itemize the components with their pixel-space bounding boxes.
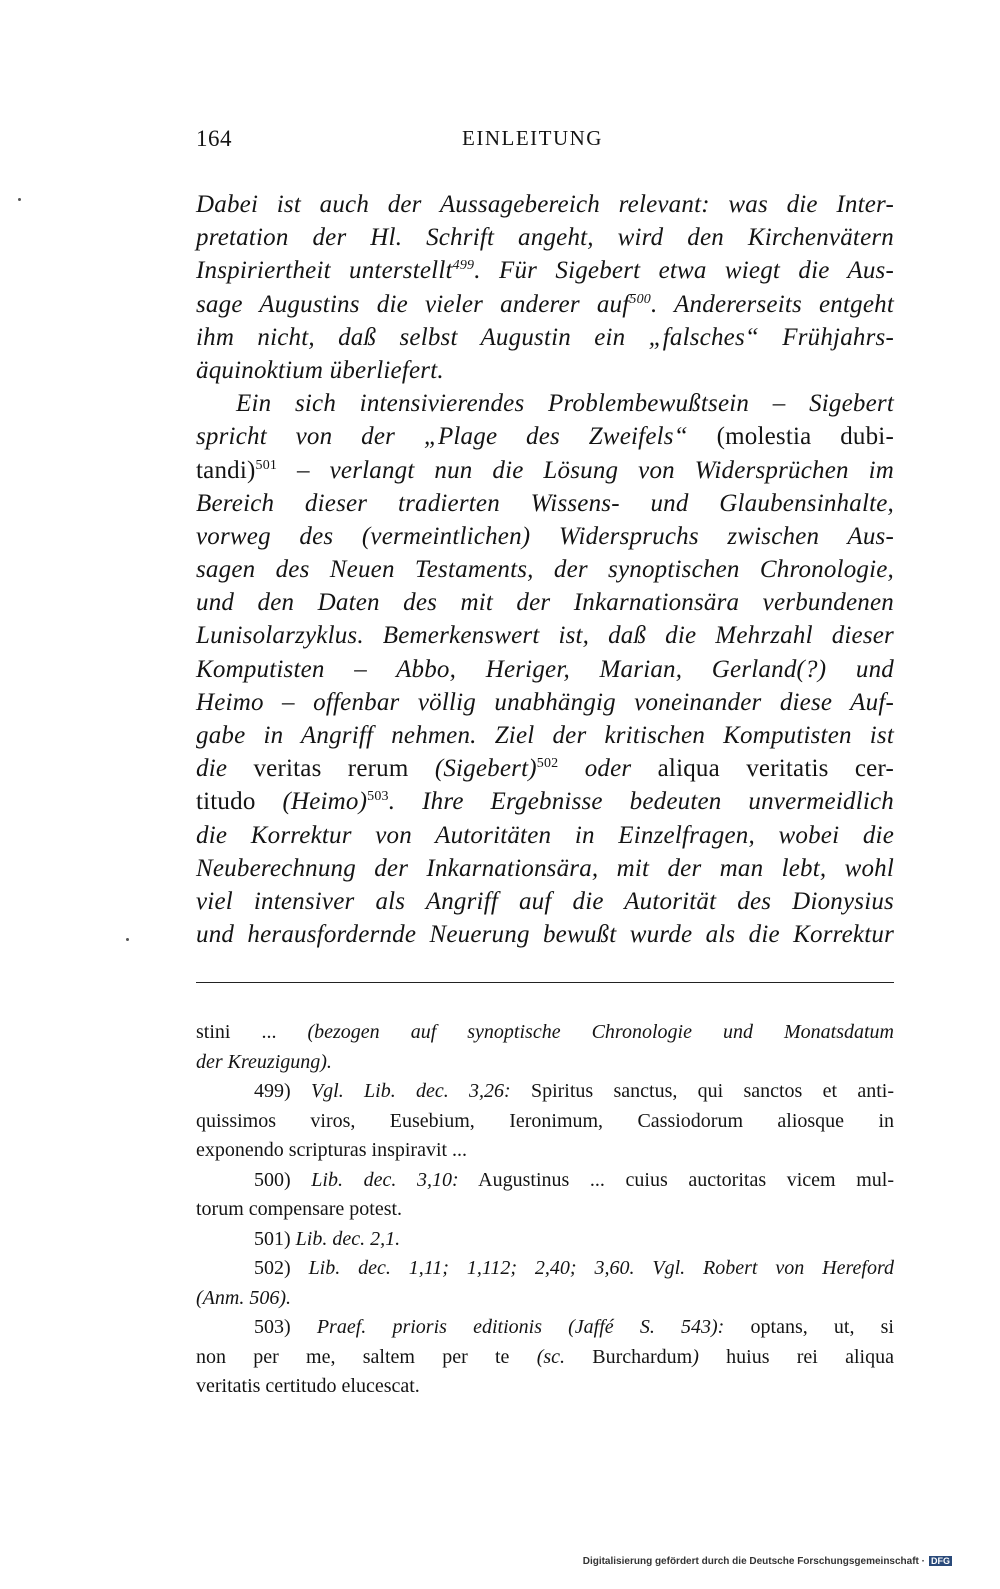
text-line: äquinoktium überliefert. [196, 356, 444, 384]
footnote-ref-502[interactable]: 502 [536, 756, 559, 772]
credit-text: Digitalisierung gefördert durch die Deutsche Forschungsgemeinschaft · [582, 1556, 925, 1567]
footnote-line: exponendo scripturas inspiravit ... [196, 1139, 468, 1161]
footnote-line: (Anm. 506). [196, 1286, 291, 1309]
scan-speck [126, 938, 129, 941]
footnote-line: veritatis certitudo elucescat. [196, 1375, 420, 1397]
footnote-line: quissimos viros, Eusebium, Ieronimum, Cassiodorum aliosque in [196, 1109, 894, 1132]
footnote-501: 501) Lib. dec. 2,1. [254, 1227, 401, 1250]
footnote-line: der Kreuzigung). [196, 1050, 332, 1073]
text-line: Dabei ist auch der Aussagebereich relevant: was die Inter- [196, 191, 894, 218]
footnote-ref-503[interactable]: 503 [367, 789, 389, 805]
text-line: tandi)$^{501}$ – verlangt nun die Lösung von Widersprüchen im [196, 456, 894, 484]
text-line: die Korrektur von Autoritäten in Einzelfragen, wobei die [196, 821, 894, 849]
text-line: Neuberechnung der Inkarnationsära, mit der man lebt, wohl [196, 854, 894, 882]
footnote-ref-500[interactable]: 500 [629, 291, 652, 307]
text-line: die veritas rerum (Sigebert)$^{502}$ oder aliqua veritatis cer- [196, 755, 894, 783]
digitization-credit [583, 1556, 952, 1567]
page-number: 164 [196, 126, 232, 151]
footnote-ref-501[interactable]: 501 [255, 457, 278, 473]
scan-speck [18, 198, 21, 201]
text-line: viel intensiver als Angriff auf die Autorität des Dionysius [196, 887, 894, 915]
text-line: gabe in Angriff nehmen. Ziel der kritischen Komputisten ist [196, 722, 894, 749]
text-line: Lunisolarzyklus. Bemerkenswert ist, daß die Mehrzahl dieser [196, 622, 894, 650]
text-line: ihm nicht, daß selbst Augustin ein „falsches“ Frühjahrs- [196, 323, 894, 351]
footnotes [196, 1018, 894, 1402]
body-text [196, 188, 894, 951]
text-line: Komputisten – Abbo, Heriger, Marian, Gerland(?) und [196, 655, 894, 683]
text-line: Ein sich intensivierendes Problembewußtsein – Sigebert [236, 390, 894, 418]
footnote-divider [196, 982, 894, 983]
footnote-503: 503) Praef. prioris editionis (Jaffé S. 543): optans, ut, si [254, 1316, 894, 1338]
text-line: Bereich dieser tradierten Wissens- und Glaubensinhalte, [196, 489, 894, 517]
footnote-ref-499[interactable]: 499 [452, 258, 475, 274]
text-line: pretation der Hl. Schrift angeht, wird den Kirchenvätern [196, 224, 894, 252]
footnote-line: non per me, saltem per te (sc. Burchardum) huius rei aliqua [196, 1345, 894, 1368]
footnote-line: stini ... (bezogen auf synoptische Chronologie und Monatsdatum [196, 1021, 894, 1043]
text-line: sage Augustins die vieler anderer auf$^{500}$. Andererseits entgeht [196, 290, 894, 318]
text-line: Inspiriertheit unterstellt$^{499}$. Für Sigebert etwa wiegt die Aus- [196, 257, 894, 285]
page-header [196, 126, 894, 158]
text-line: sagen des Neuen Testaments, der synoptischen Chronologie, [196, 556, 894, 584]
footnote-502: 502) Lib. dec. 1,11; 1,112; 2,40; 3,60. Vgl. Robert von Hereford [254, 1257, 894, 1279]
text-line: spricht von der „Plage des Zweifels“ (molestia dubi- [196, 423, 894, 451]
text-line: und herausfordernde Neuerung bewußt wurde als die Korrektur [196, 921, 894, 949]
footnote-line: torum compensare potest. [196, 1198, 403, 1220]
running-title: EINLEITUNG [462, 126, 603, 150]
dfg-logo: DFG [931, 1556, 950, 1567]
text-line: vorweg des (vermeintlichen) Widerspruchs zwischen Aus- [196, 522, 894, 550]
text-line: Heimo – offenbar völlig unabhängig voneinander diese Auf- [196, 688, 894, 716]
footnote-500: 500) Lib. dec. 3,10: Augustinus ... cuius auctoritas vicem mul- [254, 1168, 895, 1191]
footnote-499: 499) Vgl. Lib. dec. 3,26: Spiritus sanctus, qui sanctos et anti- [254, 1080, 894, 1102]
text-line: titudo (Heimo)$^{503}$. Ihre Ergebnisse bedeuten unvermeidlich [196, 788, 894, 816]
text-line: und den Daten des mit der Inkarnationsära verbundenen [196, 589, 894, 617]
